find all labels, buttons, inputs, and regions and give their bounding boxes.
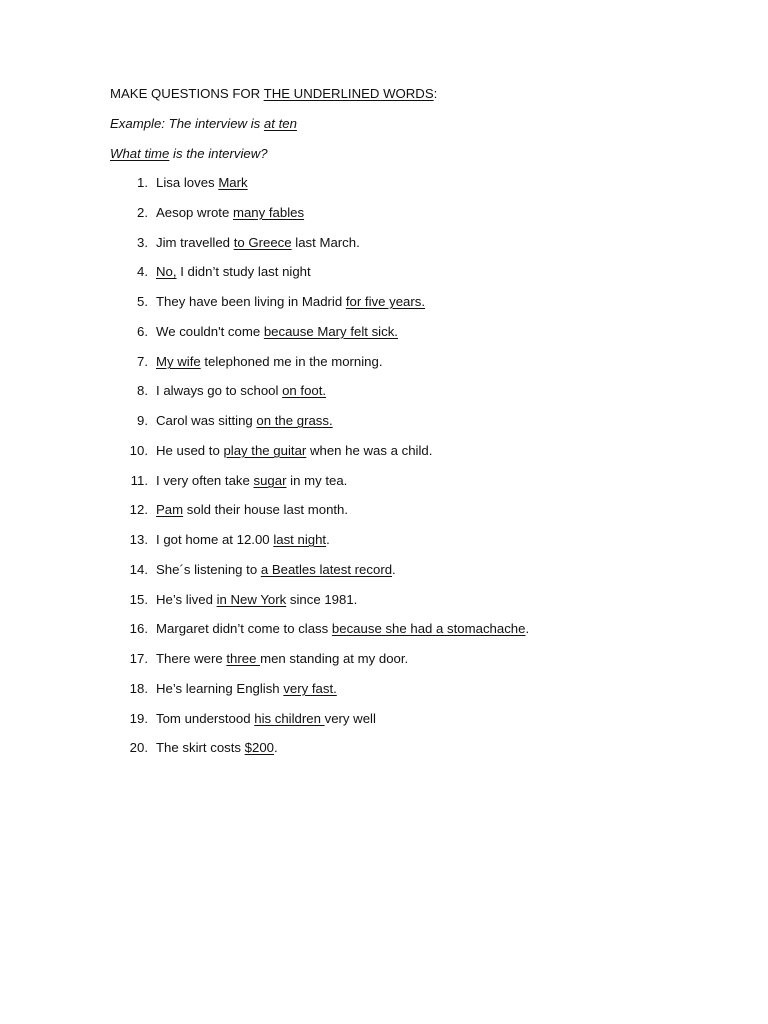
item-text xyxy=(156,264,311,280)
item-number: 17. xyxy=(129,651,148,666)
list-item xyxy=(110,502,670,520)
underlined-phrase: a Beatles latest record xyxy=(260,562,393,577)
underlined-phrase: for five years. xyxy=(345,294,426,309)
item-number: 6. xyxy=(137,324,148,339)
example-sentence xyxy=(110,116,297,132)
item-number: 16. xyxy=(129,621,148,636)
underlined-phrase: very fast. xyxy=(283,681,337,696)
underlined-phrase: because she had a stomachache xyxy=(331,621,526,636)
item-text xyxy=(156,651,408,667)
item-number: 19. xyxy=(129,711,148,726)
list-item xyxy=(110,562,670,580)
item-number: 3. xyxy=(137,235,148,250)
item-text xyxy=(156,354,383,370)
item-text xyxy=(156,562,396,578)
list-item xyxy=(110,413,670,431)
instruction-underlined: THE UNDERLINED WORDS xyxy=(263,86,434,101)
item-number: 2. xyxy=(137,205,148,220)
plain-text: We couldn't come xyxy=(156,324,264,339)
item-text xyxy=(156,681,337,697)
plain-text: I always go to school xyxy=(156,383,283,398)
underlined-phrase: $200 xyxy=(244,740,275,755)
underlined-phrase: Pam xyxy=(156,502,184,517)
item-text xyxy=(156,740,278,756)
plain-text: The skirt costs xyxy=(156,740,245,755)
item-text xyxy=(156,175,248,191)
plain-text: Jim travelled xyxy=(156,235,234,250)
list-item xyxy=(110,354,670,372)
underlined-phrase: to Greece xyxy=(233,235,292,250)
list-item xyxy=(110,205,670,223)
plain-text: telephoned me in the morning. xyxy=(200,354,383,369)
plain-text: Aesop wrote xyxy=(156,205,233,220)
plain-text: They have been living in Madrid xyxy=(156,294,346,309)
item-text xyxy=(156,324,398,340)
instruction-suffix: : xyxy=(433,86,438,101)
list-item xyxy=(110,681,670,699)
plain-text: There were xyxy=(156,651,227,666)
plain-text: Lisa loves xyxy=(156,175,219,190)
plain-text: He used to xyxy=(156,443,224,458)
instruction-prefix: MAKE QUESTIONS FOR xyxy=(110,86,264,101)
plain-text: I got home at 12.00 xyxy=(156,532,274,547)
underlined-phrase: No, xyxy=(156,264,177,279)
plain-text: He’s lived xyxy=(156,592,217,607)
underlined-phrase: his children xyxy=(254,711,325,726)
list-item xyxy=(110,592,670,610)
item-number: 11. xyxy=(130,473,148,488)
plain-text: . xyxy=(274,740,278,755)
underlined-phrase: on foot. xyxy=(282,383,327,398)
list-item xyxy=(110,651,670,669)
plain-text: She´s listening to xyxy=(156,562,261,577)
item-number: 12. xyxy=(129,502,148,517)
list-item xyxy=(110,532,670,550)
underlined-phrase: My wife xyxy=(156,354,201,369)
example-underlined: at ten xyxy=(263,116,297,131)
list-item xyxy=(110,473,670,491)
underlined-phrase: sugar xyxy=(253,473,287,488)
underlined-phrase: last night xyxy=(273,532,327,547)
item-number: 9. xyxy=(137,413,148,428)
underlined-phrase: Mark xyxy=(218,175,248,190)
answer-suffix: is the interview? xyxy=(169,146,268,161)
plain-text: . xyxy=(392,562,396,577)
list-item xyxy=(110,235,670,253)
item-number: 20. xyxy=(129,740,148,755)
plain-text: last March. xyxy=(291,235,360,250)
worksheet-instruction xyxy=(110,86,437,102)
list-item xyxy=(110,264,670,282)
item-text xyxy=(156,532,330,548)
item-text xyxy=(156,502,348,518)
plain-text: when he was a child. xyxy=(306,443,433,458)
item-text xyxy=(156,235,360,251)
list-item xyxy=(110,383,670,401)
plain-text: very well xyxy=(324,711,376,726)
plain-text: . xyxy=(525,621,530,636)
item-text xyxy=(156,294,425,310)
list-item xyxy=(110,294,670,312)
example-answer xyxy=(110,146,268,162)
item-number: 15. xyxy=(129,592,148,607)
plain-text: I very often take xyxy=(156,473,254,488)
plain-text: Carol was sitting xyxy=(156,413,257,428)
item-text xyxy=(156,711,376,727)
item-number: 18. xyxy=(129,681,148,696)
plain-text: sold their house last month. xyxy=(183,502,349,517)
item-number: 1. xyxy=(137,175,148,190)
list-item xyxy=(110,324,670,342)
list-item xyxy=(110,621,670,639)
plain-text: Margaret didn’t come to class xyxy=(156,621,332,636)
item-text xyxy=(156,621,529,637)
underlined-phrase: play the guitar xyxy=(223,443,307,458)
item-text xyxy=(156,205,304,221)
plain-text: in my tea. xyxy=(286,473,348,488)
item-number: 10. xyxy=(129,443,148,458)
item-text xyxy=(156,383,326,399)
plain-text: I didn’t study last night xyxy=(176,264,311,279)
item-number: 5. xyxy=(137,294,148,309)
item-number: 8. xyxy=(137,383,148,398)
plain-text: . xyxy=(326,532,330,547)
list-item xyxy=(110,175,670,193)
underlined-phrase: many fables xyxy=(232,205,305,220)
plain-text: men standing at my door. xyxy=(260,651,409,666)
item-number: 7. xyxy=(137,354,148,369)
item-text xyxy=(156,592,357,608)
item-number: 13. xyxy=(129,532,148,547)
plain-text: Tom understood xyxy=(156,711,255,726)
example-prefix: Example: The interview is xyxy=(110,116,264,131)
item-number: 14. xyxy=(129,562,148,577)
item-number: 4. xyxy=(137,264,148,279)
list-item xyxy=(110,740,670,758)
item-text xyxy=(156,413,333,429)
item-text xyxy=(156,473,347,489)
underlined-phrase: on the grass. xyxy=(256,413,333,428)
plain-text: since 1981. xyxy=(286,592,358,607)
item-text xyxy=(156,443,432,459)
answer-underlined: What time xyxy=(110,146,170,161)
underlined-phrase: in New York xyxy=(216,592,287,607)
list-item xyxy=(110,443,670,461)
list-item xyxy=(110,711,670,729)
underlined-phrase: three xyxy=(226,651,261,666)
underlined-phrase: because Mary felt sick. xyxy=(263,324,398,339)
plain-text: He’s learning English xyxy=(156,681,284,696)
